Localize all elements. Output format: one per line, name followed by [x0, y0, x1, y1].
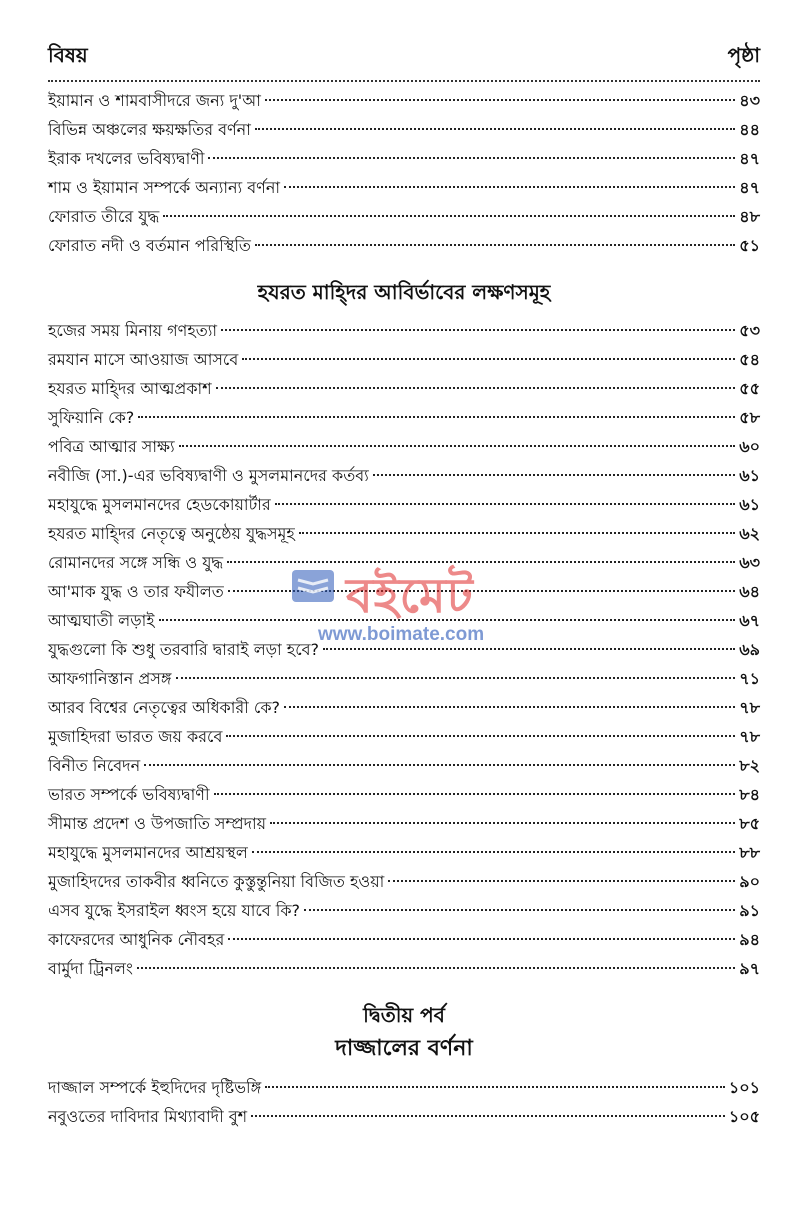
toc-entry [48, 316, 760, 345]
toc-entry-page: ৫৫ [739, 379, 760, 398]
toc-entry-title: সীমান্ত প্রদেশ ও উপজাতি সম্প্রদায় [48, 814, 267, 833]
toc-entry-title: রমযান মাসে আওয়াজ আসবে [48, 350, 239, 369]
subject-column-label: বিষয় [48, 43, 88, 67]
dot-leader [176, 677, 736, 679]
toc-entry-title: যুদ্ধগুলো কি শুধু তরবারি দ্বারাই লড়া হবে? [48, 640, 320, 659]
toc-entry [48, 896, 760, 925]
dot-leader [163, 215, 735, 217]
toc-entry [48, 751, 760, 780]
toc-entry-title: বার্মুদা ট্রিনলং [48, 959, 133, 978]
toc-entry [48, 115, 760, 144]
toc-entry [48, 231, 760, 260]
dot-leader [137, 967, 735, 969]
toc-entry-page: ৬১ [739, 495, 760, 514]
dot-leader [179, 445, 736, 447]
toc-entry-page: ৪৩ [739, 91, 760, 110]
toc-entry-page: ৯১ [739, 901, 760, 920]
dot-leader [284, 186, 735, 188]
watermark-url: www.boimate.com [318, 624, 485, 645]
toc-entry [48, 202, 760, 231]
dot-leader [275, 503, 735, 505]
toc-entry-title: সুফিয়ানি কে? [48, 408, 135, 427]
toc-entry [48, 925, 760, 954]
toc-entry-title: আফগানিস্তান প্রসঙ্গ [48, 669, 172, 688]
toc-entry-page: ৬১ [739, 466, 760, 485]
toc-entry-title: মহাযুদ্ধে মুসলমানদের হেডকোয়ার্টার [48, 495, 271, 514]
dot-leader [144, 764, 735, 766]
dot-leader [251, 1115, 725, 1117]
header-divider [48, 80, 760, 82]
toc-page [48, 44, 760, 1131]
toc-entry-page: ৮৫ [739, 814, 760, 833]
dot-leader [270, 822, 735, 824]
toc-entry-title: ইয়ামান ও শামবাসীদরে জন্য দু'আ [48, 91, 261, 110]
toc-entry [48, 345, 760, 374]
toc-entry-title: পবিত্র আত্মার সাক্ষ্য [48, 437, 175, 456]
toc-entry-title: মহাযুদ্ধে মুসলমানদের আশ্রয়স্থল [48, 843, 248, 862]
toc-entry-title: রোমানদের সঙ্গে সন্ধি ও যুদ্ধ [48, 553, 224, 572]
page-column-label: পৃষ্ঠা [727, 43, 760, 67]
toc-entry-page: ৭৮ [739, 698, 760, 717]
toc-entry [48, 519, 760, 548]
toc-entry-title: আরব বিশ্বের নেতৃত্বের অধিকারী কে? [48, 698, 281, 717]
toc-entry [48, 635, 760, 664]
dot-leader [323, 648, 735, 650]
toc-entry-page: ৯৭ [739, 959, 760, 978]
toc-entry-title: বিভিন্ন অঞ্চলের ক্ষয়ক্ষতির বর্ণনা [48, 120, 251, 139]
dot-leader [373, 474, 735, 476]
dot-leader [255, 244, 735, 246]
toc-entry-page: ৬০ [739, 437, 760, 456]
toc-entry-title: শাম ও ইয়ামান সম্পর্কে অন্যান্য বর্ণনা [48, 178, 281, 197]
toc-entry [48, 809, 760, 838]
toc-entry-page: ৮২ [739, 756, 760, 775]
dot-leader [242, 358, 735, 360]
dot-leader [304, 909, 735, 911]
part-label: দ্বিতীয় পর্ব [363, 1003, 445, 1027]
toc-entry-title: হজের সময় মিনায় গণহত্যা [48, 321, 218, 340]
dot-leader [138, 416, 735, 418]
toc-entry-page: ৪৭ [739, 178, 760, 197]
toc-entry-page: ৪৮ [739, 207, 760, 226]
toc-entry-page: ৮৮ [739, 843, 760, 862]
toc-entry [48, 548, 760, 577]
toc-header [48, 44, 760, 74]
dot-leader [214, 793, 736, 795]
toc-entry [48, 1102, 760, 1131]
dot-leader [255, 128, 735, 130]
toc-entry-page: ৫৮ [739, 408, 760, 427]
toc-entry-page: ৬৯ [739, 640, 760, 659]
toc-entry-title: আত্মঘাতী লড়াই [48, 611, 155, 630]
dot-leader [227, 561, 735, 563]
toc-entry [48, 867, 760, 896]
toc-entry [48, 86, 760, 115]
toc-entry-title: আ'মাক যুদ্ধ ও তার ফযীলত [48, 582, 224, 601]
toc-entry-title: হযরত মাহ্দির আত্মপ্রকাশ [48, 379, 212, 398]
toc-entry [48, 954, 760, 983]
watermark-logo-text: বইমেট [346, 568, 474, 624]
toc-entry [48, 664, 760, 693]
toc-entry-title: মুজাহিদদের তাকবীর ধ্বনিতে কুস্তুন্তুনিয়া বিজিত হওয়া [48, 872, 385, 891]
toc-entry [48, 461, 760, 490]
toc-entry [48, 1073, 760, 1102]
dot-leader [208, 157, 735, 159]
toc-entry-page: ৭১ [739, 669, 760, 688]
toc-entry [48, 780, 760, 809]
toc-entry-page: ৬৭ [739, 611, 760, 630]
dot-leader [228, 938, 735, 940]
part-title: দাজ্জালের বর্ণনা [335, 1036, 473, 1061]
toc-entry-title: মুজাহিদরা ভারত জয় করবে [48, 727, 223, 746]
toc-entry-title: এসব যুদ্ধে ইসরাইল ধ্বংস হয়ে যাবে কি? [48, 901, 301, 920]
toc-entry-title: নবীজি (সা.)-এর ভবিষ্যদ্বাণী ও মুসলমানদের কর্তব্য [48, 466, 369, 485]
toc-entry-page: ৫৩ [739, 321, 760, 340]
toc-entry-title: ইরাক দখলের ভবিষ্যদ্বাণী [48, 149, 205, 168]
toc-entry-page: ৮৪ [739, 785, 760, 804]
toc-list-second [48, 316, 760, 983]
toc-entry [48, 374, 760, 403]
toc-entry [48, 173, 760, 202]
dot-leader [299, 532, 735, 534]
dot-leader [265, 99, 735, 101]
toc-entry-page: ১০৫ [728, 1107, 760, 1126]
dot-leader [284, 706, 735, 708]
toc-entry-title: বিনীত নিবেদন [48, 756, 141, 775]
toc-entry-page: ৬৩ [739, 553, 760, 572]
dot-leader [252, 851, 735, 853]
toc-entry-title: হযরত মাহ্দির নেতৃত্বে অনুষ্ঠেয় যুদ্ধসমূহ [48, 524, 295, 543]
toc-entry-page: ৫১ [739, 236, 760, 255]
toc-entry [48, 606, 760, 635]
toc-entry [48, 490, 760, 519]
toc-entry-page: ৯০ [739, 872, 760, 891]
dot-leader [265, 1086, 725, 1088]
toc-entry [48, 838, 760, 867]
toc-entry-page: ৭৮ [739, 727, 760, 746]
toc-entry-title: ফোরাত নদী ও বর্তমান পরিস্থিতি [48, 236, 251, 255]
toc-entry-title: কাফেরদের আধুনিক নৌবহর [48, 930, 225, 949]
toc-entry-page: ৫৪ [739, 350, 760, 369]
toc-entry-page: ৪৭ [739, 149, 760, 168]
dot-leader [221, 329, 735, 331]
toc-entry [48, 432, 760, 461]
toc-entry [48, 577, 760, 606]
toc-entry-title: দাজ্জাল সম্পর্কে ইহুদিদের দৃষ্টিভঙ্গি [48, 1078, 262, 1097]
toc-entry [48, 693, 760, 722]
dot-leader [159, 619, 736, 621]
dot-leader [226, 735, 735, 737]
toc-list-third [48, 1073, 760, 1131]
toc-entry-title: নবুওতের দাবিদার মিথ্যাবাদী বুশ [48, 1107, 248, 1126]
toc-entry [48, 144, 760, 173]
toc-entry-page: ৬৪ [739, 582, 760, 601]
toc-entry-title: ফোরাত তীরে যুদ্ধ [48, 207, 160, 226]
toc-entry-page: ১০১ [728, 1078, 760, 1097]
toc-entry [48, 403, 760, 432]
toc-list-first [48, 86, 760, 260]
toc-entry-page: ৪৪ [739, 120, 760, 139]
dot-leader [228, 590, 735, 592]
toc-entry [48, 722, 760, 751]
toc-entry-page: ৬২ [739, 524, 760, 543]
dot-leader [388, 880, 735, 882]
section-heading: হযরত মাহ্দির আবির্ভাবের লক্ষণসমূহ [257, 280, 551, 304]
toc-entry-page: ৯৪ [739, 930, 760, 949]
dot-leader [216, 387, 736, 389]
toc-entry-title: ভারত সম্পর্কে ভবিষ্যদ্বাণী [48, 785, 210, 804]
